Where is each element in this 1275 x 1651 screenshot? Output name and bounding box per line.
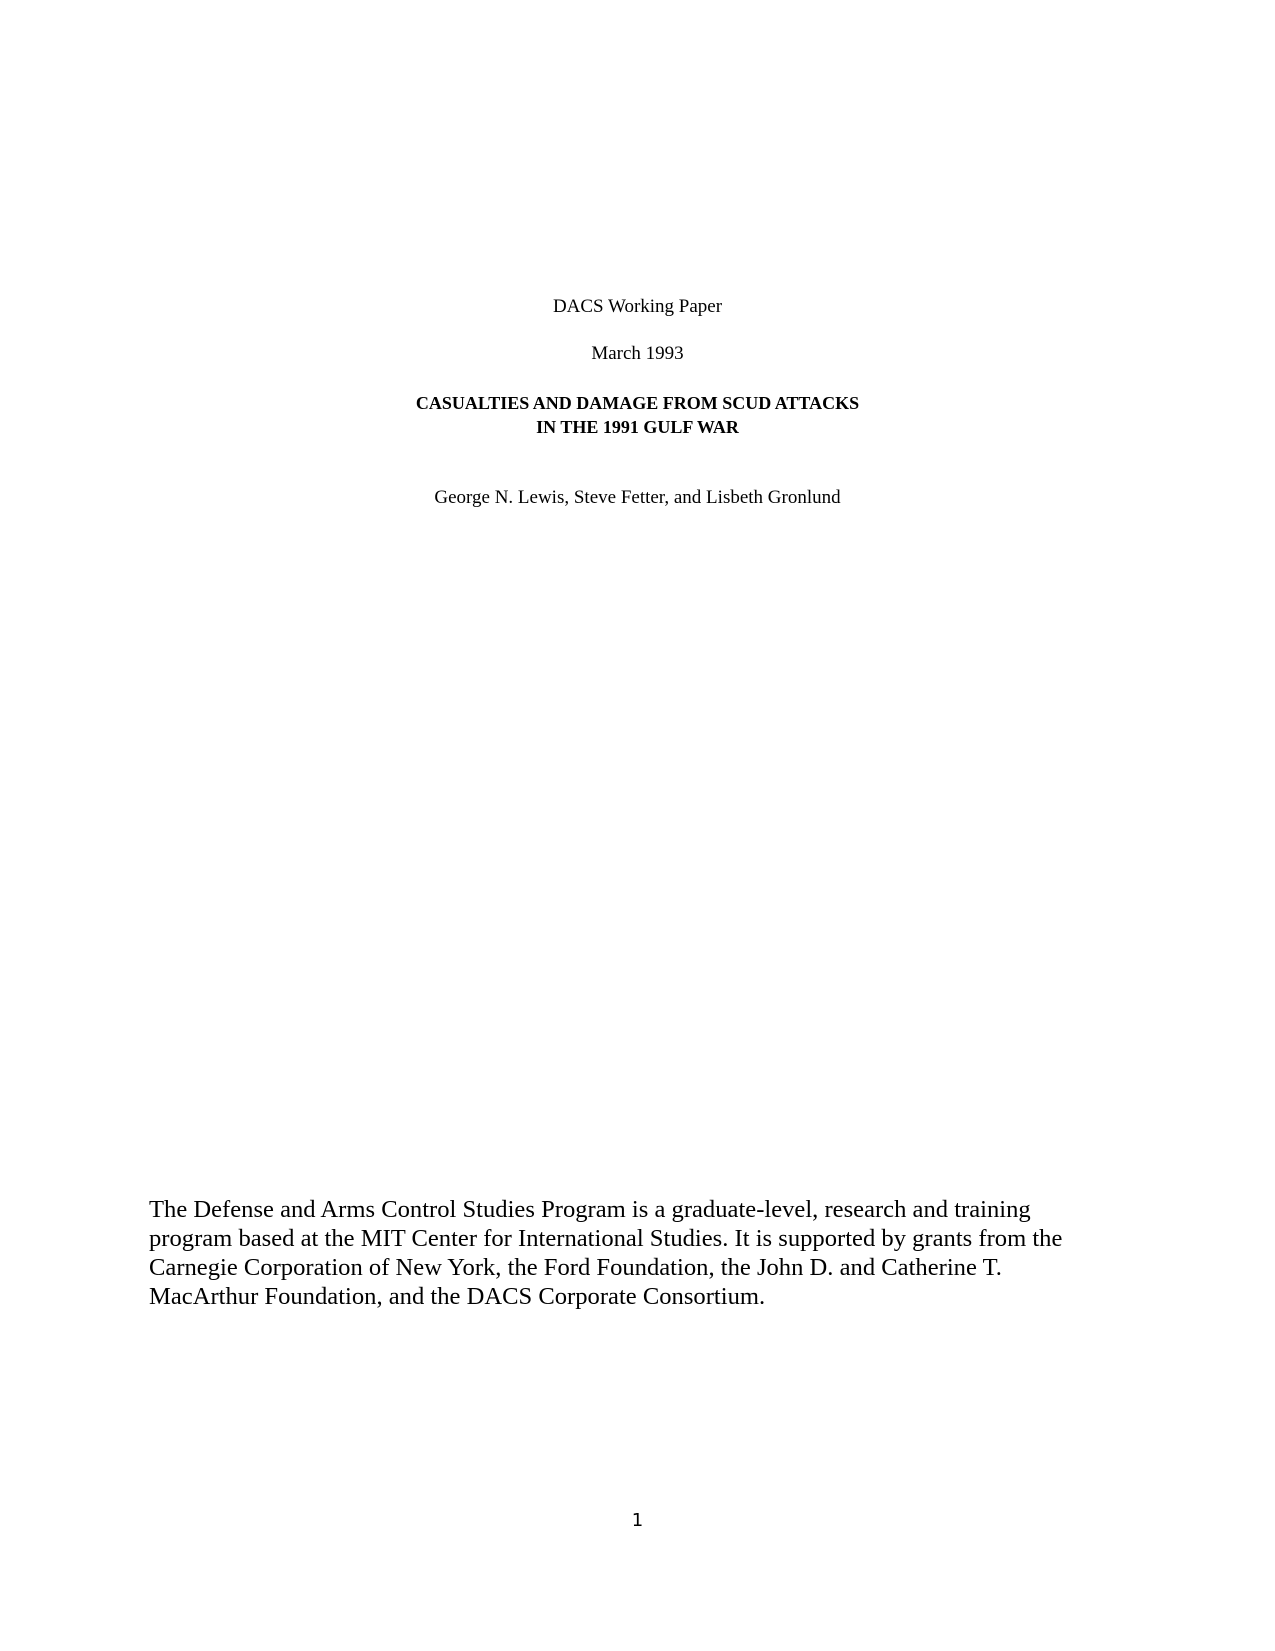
- program-description-line-3: Carnegie Corporation of New York, the Ford Foundation, the John D. and Catherine T.: [149, 1254, 1002, 1281]
- publication-date: March 1993: [591, 343, 684, 364]
- page-number: 1: [631, 1510, 644, 1531]
- working-paper-series: DACS Working Paper: [552, 296, 723, 317]
- paper-title-line-1: CASUALTIES AND DAMAGE FROM SCUD ATTACKS: [415, 393, 860, 413]
- paper-title-line-2: IN THE 1991 GULF WAR: [536, 417, 739, 437]
- program-description-line-1: The Defense and Arms Control Studies Program is a graduate-level, research and training: [149, 1196, 1031, 1223]
- paper-title: [0, 391, 1275, 439]
- program-description-line-2: program based at the MIT Center for International Studies. It is supported by grants from the: [149, 1225, 1063, 1252]
- author-list: George N. Lewis, Steve Fetter, and Lisbeth Gronlund: [434, 487, 841, 508]
- program-description: [149, 1195, 1109, 1311]
- program-description-line-4: MacArthur Foundation, and the DACS Corporate Consortium.: [149, 1283, 766, 1310]
